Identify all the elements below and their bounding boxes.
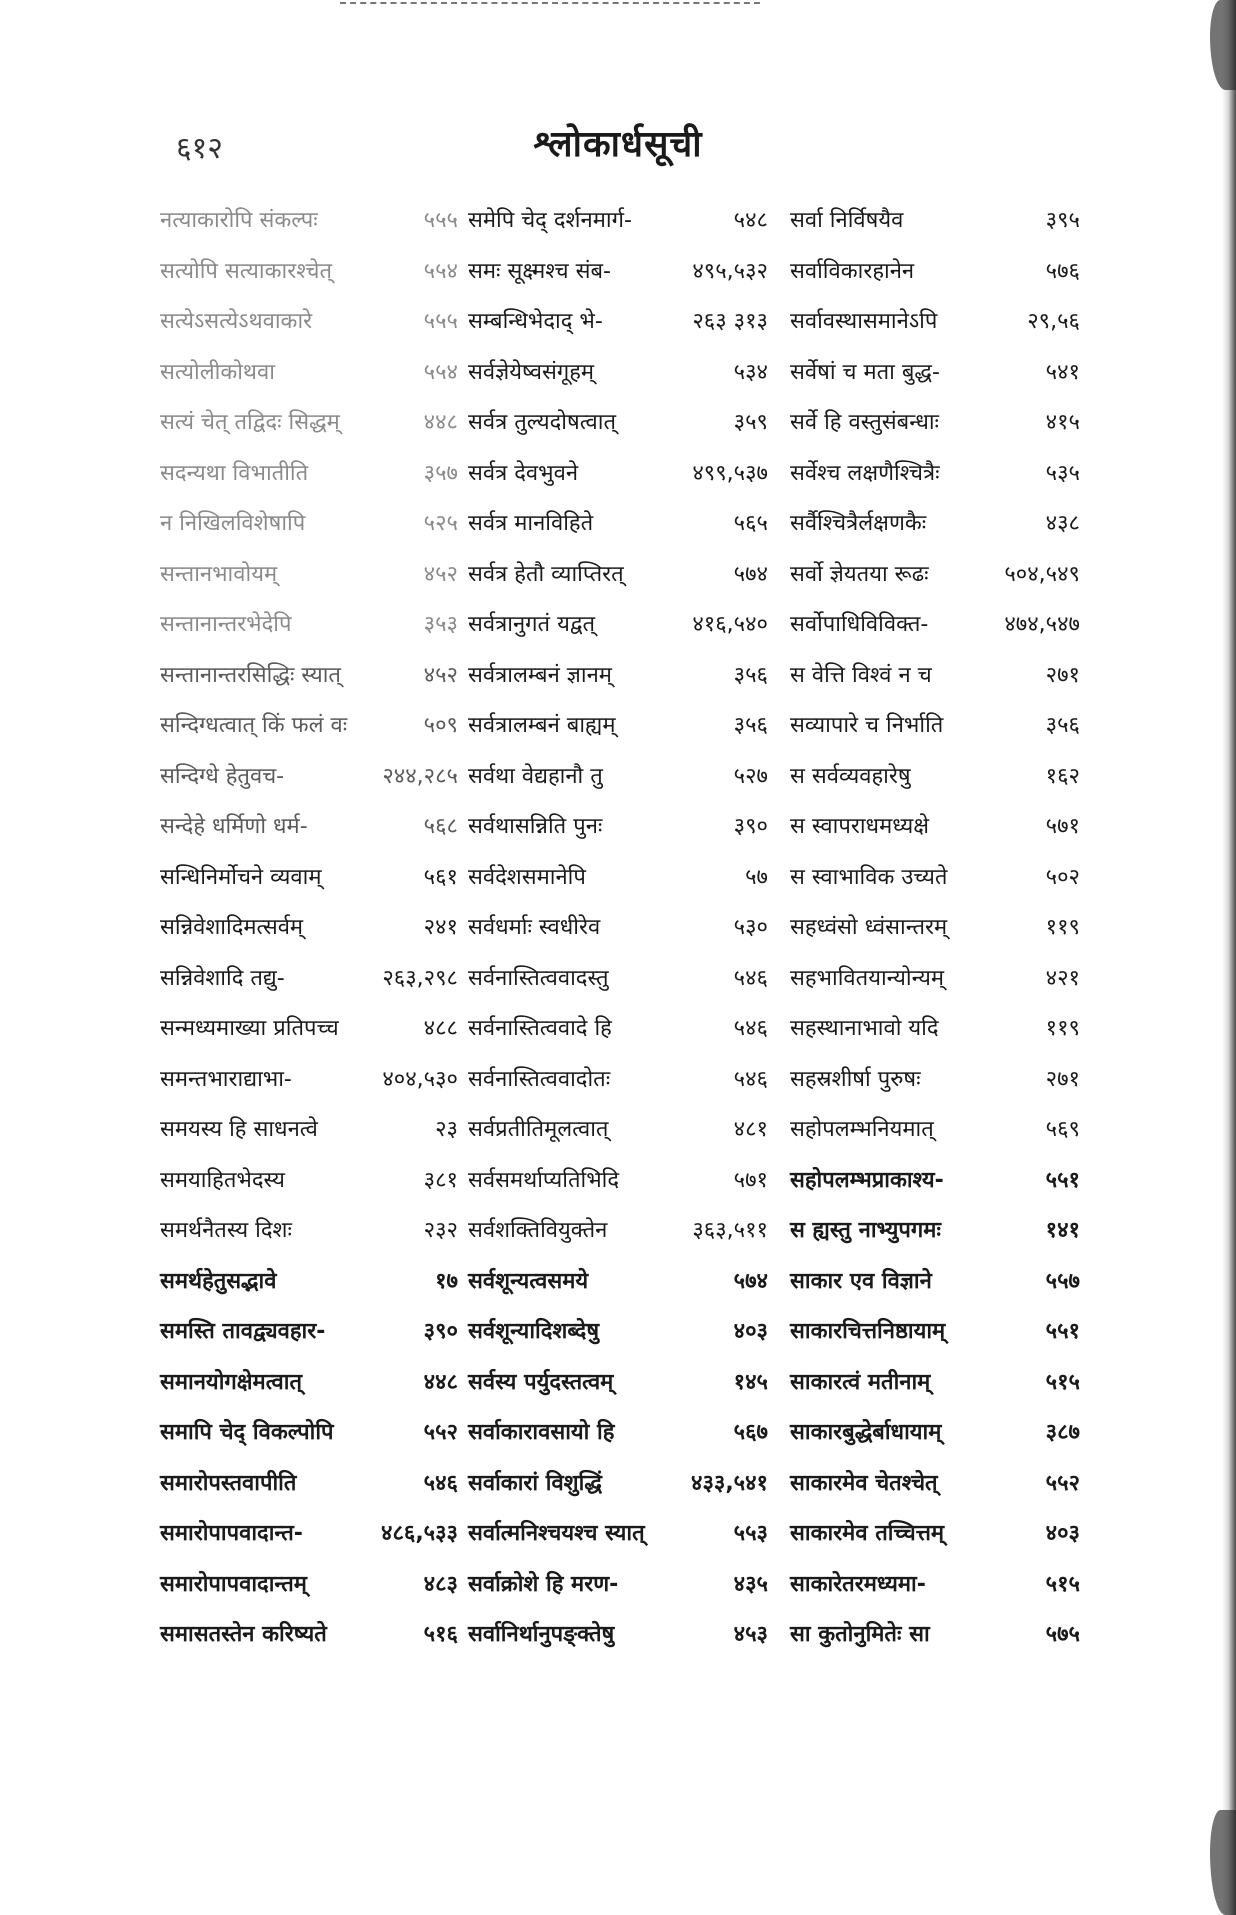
index-entry [160,600,458,651]
entry-text: सत्यं चेत् तद्विदः सिद्धम् [160,410,340,435]
entry-text: सव्यापारे च निर्भाति [790,713,944,738]
entry-page-ref: ४३८ [1045,511,1080,536]
entry-text: सर्वत्र देवभुवने [468,460,579,486]
entry-text: सर्वनास्तित्ववादस्तु [468,965,609,991]
index-entry [468,1358,768,1409]
index-entry [160,1358,458,1409]
entry-text: सर्वे हि वस्तुसंबन्धाः [790,410,940,435]
index-entry [468,1408,768,1459]
entry-page-ref: ५७५ [1045,1622,1080,1647]
entry-page-ref: १४५ [733,1369,768,1395]
index-entry [468,954,768,1005]
entry-page-ref: २७१ [1045,662,1080,688]
entry-page-ref: १४१ [1045,1218,1080,1243]
index-entry [160,853,458,904]
entry-page-ref: ५५५ [423,309,458,334]
entry-text: स स्वापराधमध्यक्षे [790,814,930,839]
entry-page-ref: ४०४,५३० [382,1066,458,1092]
index-entry [160,550,458,601]
entry-text: सन्देहे धर्मिणो धर्म- [160,814,308,839]
entry-page-ref: ५०२ [1045,864,1080,890]
entry-text: सर्वावस्थासमानेऽपि [790,309,938,334]
index-entry [790,1358,1080,1409]
entry-page-ref: ४५२ [423,561,458,587]
entry-page-ref: ५४६ [733,1016,768,1041]
entry-page-ref: ४९५,५३२ [692,258,768,284]
index-entry [468,449,768,500]
index-entry [468,802,768,853]
entry-page-ref: ३५६ [733,713,768,738]
entry-text: सन्तानान्तरसिद्धिः स्यात् [160,662,341,688]
entry-text: स स्वाभाविक उच्यते [790,864,948,890]
entry-page-ref: २६३,२९८ [382,965,458,991]
entry-text: साकारचित्तनिष्ठायाम् [790,1319,946,1344]
index-entry [790,499,1080,550]
entry-page-ref: ५५१ [1045,1167,1080,1193]
index-entry [790,903,1080,954]
entry-text: समयस्य हि साधनत्वे [160,1117,318,1142]
entry-text: सर्वनास्तित्ववादोतः [468,1066,611,1092]
index-entry [160,398,458,449]
entry-page-ref: ५४६ [733,965,768,991]
entry-text: सर्वत्रालम्बनं ज्ञानम् [468,662,612,688]
index-entry [790,1408,1080,1459]
index-entry [160,196,458,247]
entry-page-ref: ५५२ [1045,1470,1080,1496]
index-entry [468,600,768,651]
index-entry [160,651,458,702]
entry-page-ref: ५६१ [423,864,458,890]
entry-page-ref: ५१५ [1045,1571,1080,1597]
entry-page-ref: ५५१ [1045,1319,1080,1344]
entry-page-ref: ४१५ [1045,410,1080,435]
index-entry [468,701,768,752]
entry-page-ref: २७१ [1045,1066,1080,1092]
entry-page-ref: ५५२ [423,1420,458,1445]
entry-text: साकारत्वं मतीनाम् [790,1369,931,1395]
entry-text: साकारमेव चेतश्चेत् [790,1470,938,1496]
entry-text: समस्ति तावद्व्यवहार- [160,1319,326,1344]
entry-text: समासतस्तेन करिष्यते [160,1622,327,1647]
index-entry [468,1257,768,1308]
entry-page-ref: ५५५ [423,208,458,233]
entry-text: साकारेतरमध्यमा- [790,1571,926,1597]
index-entry [160,1408,458,1459]
entry-text: सर्वथा वेद्यहानौ तु [468,763,603,789]
entry-text: सन्तानभावोयम् [160,561,278,587]
entry-page-ref: ५६५ [733,511,768,536]
index-entry [790,1257,1080,1308]
index-entry [468,903,768,954]
index-entry [468,398,768,449]
binding-mark [1210,1810,1236,1915]
entry-page-ref: ५०९ [423,713,458,738]
index-entry [468,1459,768,1510]
entry-text: समारोपस्तवापीति [160,1470,297,1496]
index-entry [790,651,1080,702]
entry-text: समः सूक्ष्मश्च संब- [468,258,611,284]
entry-text: नत्याकारोपि संकल्पः [160,208,318,233]
entry-page-ref: ५६८ [423,814,458,839]
entry-text: सर्वज्ञेयेष्वसंगूहम् [468,359,595,385]
index-entry [468,1105,768,1156]
index-column-3 [790,196,1080,1661]
entry-page-ref: ४८३ [423,1571,458,1597]
entry-page-ref: ५७४ [733,561,768,587]
index-entry [160,1509,458,1560]
entry-text: सत्योपि सत्याकारश्चेत् [160,258,333,284]
entry-text: सर्वाक्रोशे हि मरण- [468,1571,619,1597]
index-column-2 [468,196,768,1661]
entry-text: सर्वस्य पर्युदस्तत्वम् [468,1369,614,1395]
entry-text: समापि चेद् विकल्पोपि [160,1420,334,1445]
entry-text: सर्वशून्यादिशब्देषु [468,1319,600,1344]
entry-text: समर्थहेतुसद्भावे [160,1268,277,1294]
entry-text: समर्थनैतस्य दिशः [160,1218,292,1243]
index-entry [468,499,768,550]
entry-text: समारोपापवादान्त- [160,1521,303,1546]
entry-page-ref: २४१ [423,915,458,940]
entry-text: सम्बन्धिभेदाद् भे- [468,309,603,334]
index-entry [160,1560,458,1611]
entry-page-ref: ५१६ [423,1622,458,1647]
index-entry [468,1509,768,1560]
entry-page-ref: ४२१ [1045,965,1080,991]
index-entry [468,853,768,904]
page-number: ६१२ [176,131,223,166]
index-entry [790,1307,1080,1358]
entry-page-ref: ४३३,५४१ [691,1470,768,1496]
index-entry [790,1610,1080,1661]
entry-text: सर्वो ज्ञेयतया रूढः [790,561,929,587]
entry-text: सर्वथासन्निति पुनः [468,814,603,839]
index-entry [790,752,1080,803]
index-entry [160,752,458,803]
entry-page-ref: ५३५ [1045,460,1080,486]
entry-text: सन्दिग्धे हेतुवच- [160,763,285,789]
entry-page-ref: ४८१ [733,1117,768,1142]
entry-page-ref: ५५७ [1045,1268,1080,1294]
index-entry [468,1055,768,1106]
index-entry [160,247,458,298]
entry-text: सर्वाकारावसायो हि [468,1420,615,1445]
entry-text: सर्वा निर्विषयैव [790,208,904,233]
index-entry [160,348,458,399]
entry-text: सहोपलम्भप्राकाश्य- [790,1167,944,1193]
entry-page-ref: ३९५ [1045,208,1080,233]
index-entry [790,196,1080,247]
entry-page-ref: ५४८ [733,208,768,233]
entry-page-ref: ५२७ [733,763,768,789]
index-entry [160,802,458,853]
index-entry [468,196,768,247]
entry-text: सन्दिग्धत्वात् किं फलं वः [160,713,348,738]
entry-text: समन्तभाराद्याभा- [160,1066,292,1092]
entry-page-ref: ५०४,५४९ [1004,561,1080,587]
entry-text: सर्वत्रालम्बनं बाह्यम् [468,713,616,738]
entry-text: सर्वत्र तुल्यदोषत्वात् [468,410,616,435]
index-entry [468,1156,768,1207]
entry-page-ref: ५२५ [423,511,458,536]
entry-text: सहोपलम्भनियमात् [790,1117,934,1142]
index-entry [790,1509,1080,1560]
entry-text: सर्वानिर्थानुपङ्क्तेषु [468,1622,615,1647]
entry-page-ref: ३९० [733,814,768,839]
entry-page-ref: ४७४,५४७ [1004,612,1080,637]
entry-text: सन्मध्यमाख्या प्रतिपच्च [160,1016,339,1041]
index-entry [790,348,1080,399]
entry-text: सन्निवेशादि तद्यु- [160,965,285,991]
index-entry [790,1560,1080,1611]
entry-text: सहस्थानाभावो यदि [790,1016,939,1041]
index-entry [160,1105,458,1156]
index-entry [160,1004,458,1055]
entry-text: सर्वनास्तित्ववादे हि [468,1016,612,1041]
entry-page-ref: ५७ [745,864,768,890]
entry-page-ref: ३८१ [423,1167,458,1193]
index-entry [468,1610,768,1661]
entry-page-ref: ४९९,५३७ [692,460,768,486]
entry-page-ref: १७ [435,1268,458,1294]
entry-page-ref: ५६९ [1045,1117,1080,1142]
entry-text: सर्वप्रतीतिमूलत्वात् [468,1117,609,1142]
index-entry [790,247,1080,298]
index-entry [790,1055,1080,1106]
entry-text: सर्वेश्च लक्षणैश्चित्रैः [790,460,940,486]
index-entry [468,550,768,601]
entry-text: सर्वदेशसमानेपि [468,864,586,890]
index-entry [468,297,768,348]
index-entry [468,247,768,298]
entry-text: सर्वोपाधिविविक्त- [790,612,929,637]
entry-page-ref: ५५३ [733,1521,768,1546]
entry-text: समयाहितभेदस्य [160,1167,285,1193]
index-entry [790,802,1080,853]
entry-page-ref: ५७१ [1045,814,1080,839]
index-columns [0,196,1236,1756]
entry-page-ref: ४४८ [423,410,458,435]
entry-page-ref: ५७६ [1045,258,1080,284]
index-entry [790,600,1080,651]
index-entry [790,954,1080,1005]
entry-text: सहभावितयान्योन्यम् [790,965,945,991]
entry-text: सन्निवेशादिमत्सर्वम् [160,915,304,940]
entry-page-ref: ४१६,५४० [692,612,768,637]
entry-text: सर्वेषां च मता बुद्ध- [790,359,940,385]
index-entry [790,1156,1080,1207]
entry-page-ref: ४८८ [423,1016,458,1041]
entry-page-ref: ५४१ [1045,359,1080,385]
entry-page-ref: ३५३ [423,612,458,637]
index-entry [160,1055,458,1106]
entry-page-ref: ३५६ [733,662,768,688]
entry-page-ref: ४०३ [1045,1521,1080,1546]
entry-page-ref: ४४८ [423,1369,458,1395]
index-entry [790,701,1080,752]
entry-text: स वेत्ति विश्वं न च [790,662,932,688]
entry-page-ref: ३५९ [733,410,768,435]
entry-page-ref: ३६३,५११ [692,1218,768,1243]
entry-text: साकार एव विज्ञाने [790,1268,932,1294]
index-entry [468,1206,768,1257]
entry-text: सा कुतोनुमितेः सा [790,1622,930,1647]
entry-page-ref: २४४,२८५ [382,763,458,789]
entry-text: सर्वात्मनिश्चयश्च स्यात् [468,1521,645,1546]
index-entry [790,1459,1080,1510]
entry-text: समेपि चेद् दर्शनमार्ग- [468,208,632,233]
entry-page-ref: ४८६,५३३ [381,1521,458,1546]
index-entry [790,853,1080,904]
index-entry [790,1206,1080,1257]
entry-page-ref: ५३४ [733,359,768,385]
entry-page-ref: ५५४ [423,258,458,284]
entry-text: सर्वत्र मानविहिते [468,511,594,536]
index-entry [468,752,768,803]
index-entry [160,1156,458,1207]
entry-page-ref: ४३५ [733,1571,768,1597]
index-entry [160,449,458,500]
entry-page-ref: ५४६ [733,1066,768,1092]
index-entry [160,954,458,1005]
page-header [0,118,1236,178]
top-edge-rule [340,2,760,7]
entry-page-ref: ३५७ [423,460,458,486]
index-entry [160,903,458,954]
index-entry [468,348,768,399]
entry-text: सर्वाकारां विशुद्धिं [468,1470,602,1496]
entry-text: सर्वाविकारहानेन [790,258,915,284]
index-entry [790,1004,1080,1055]
binding-mark [1210,0,1236,90]
index-entry [160,1459,458,1510]
index-entry [468,651,768,702]
entry-page-ref: ४५२ [423,662,458,688]
entry-page-ref: ५६७ [733,1420,768,1445]
index-entry [468,1004,768,1055]
entry-text: साकारबुद्धेर्बाधायाम् [790,1420,942,1445]
entry-text: सर्वधर्माः स्वधीरेव [468,915,601,940]
entry-page-ref: ११९ [1045,915,1080,940]
entry-page-ref: ३८७ [1045,1420,1080,1445]
entry-page-ref: ५५४ [423,359,458,385]
index-entry [160,1610,458,1661]
entry-text: सन्धिनिर्मोचने व्यवाम् [160,864,322,890]
entry-page-ref: ४५३ [733,1622,768,1647]
entry-text: सत्येऽसत्येऽथवाकारे [160,309,313,334]
entry-text: सर्वत्र हेतौ व्याप्तिरत् [468,561,624,587]
entry-text: सर्वत्रानुगतं यद्वत् [468,612,596,637]
entry-page-ref: २३ [435,1117,458,1142]
entry-page-ref: ११९ [1045,1016,1080,1041]
entry-text: सन्तानान्तरभेदेपि [160,612,292,637]
entry-page-ref: २६३ ३१३ [692,309,768,334]
entry-text: सहस्रशीर्षा पुरुषः [790,1066,921,1092]
entry-page-ref: ५३० [733,915,768,940]
index-entry [468,1560,768,1611]
entry-page-ref: ५७४ [733,1268,768,1294]
entry-text: सर्वशून्यत्वसमये [468,1268,589,1294]
index-entry [160,1307,458,1358]
entry-page-ref: ३९० [423,1319,458,1344]
index-entry [468,1307,768,1358]
entry-text: सहध्वंसो ध्वंसान्तरम् [790,915,948,940]
entry-page-ref: ५१५ [1045,1369,1080,1395]
index-entry [790,297,1080,348]
entry-page-ref: २३२ [423,1218,458,1243]
index-entry [790,449,1080,500]
index-entry [160,1257,458,1308]
index-entry [790,550,1080,601]
entry-text: स ह्यस्तु नाभ्युपगमः [790,1218,941,1243]
entry-text: सत्योलीकोथवा [160,359,275,385]
entry-page-ref: १६२ [1045,763,1080,789]
entry-text: न निखिलविशेषापि [160,511,306,536]
index-entry [160,1206,458,1257]
entry-text: स सर्वव्यवहारेषु [790,763,911,789]
index-entry [790,398,1080,449]
entry-text: सदन्यथा विभातीति [160,460,309,486]
entry-page-ref: ५४६ [423,1470,458,1496]
index-column-1 [160,196,458,1661]
entry-text: सर्वसमर्थाप्यतिभिदि [468,1167,620,1193]
index-entry [790,1105,1080,1156]
entry-text: सर्वशक्तिवियुक्तेन [468,1218,608,1243]
index-entry [160,701,458,752]
entry-page-ref: ३५६ [1045,713,1080,738]
entry-text: समारोपापवादान्तम् [160,1571,307,1597]
index-entry [160,499,458,550]
entry-text: समानयोगक्षेमत्वात् [160,1369,303,1395]
entry-page-ref: ५७१ [733,1167,768,1193]
entry-text: साकारमेव तच्चित्तम् [790,1521,945,1546]
page-title: श्लोकार्धसूची [533,124,703,165]
index-entry [160,297,458,348]
entry-page-ref: २९,५६ [1027,309,1080,334]
entry-text: सर्वैश्चित्रैर्लक्षणकैः [790,511,927,536]
entry-page-ref: ४०३ [733,1319,768,1344]
